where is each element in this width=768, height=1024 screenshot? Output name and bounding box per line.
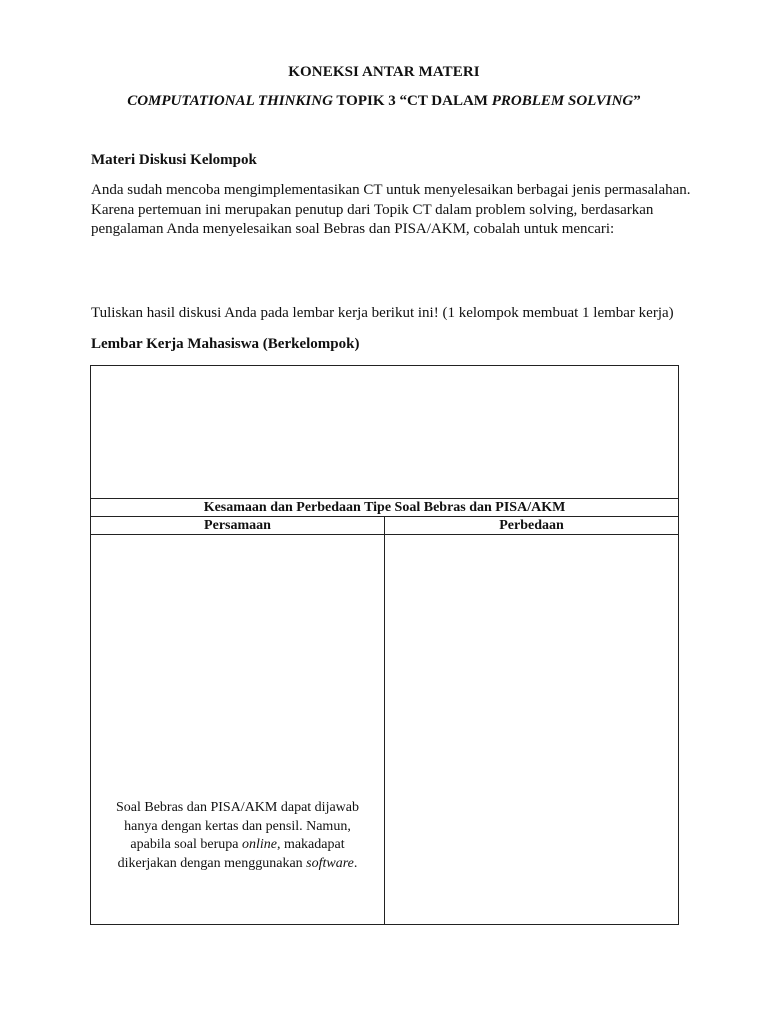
persamaan-cell[interactable]: [91, 535, 385, 925]
worksheet-heading: Lembar Kerja Mahasiswa (Berkelompok): [91, 336, 360, 352]
persamaan-text-italic-software: software: [306, 855, 354, 871]
worksheet-table: [90, 365, 679, 925]
persamaan-text-part3: .: [353, 855, 358, 871]
worksheet-column-row: [91, 517, 679, 535]
worksheet-blank-cell[interactable]: [91, 366, 679, 499]
subtitle-close-quote: ”: [633, 93, 641, 109]
document-title: KONEKSI ANTAR MATERI: [288, 64, 480, 80]
perbedaan-cell[interactable]: [385, 535, 679, 925]
column-header-perbedaan: Perbedaan: [385, 517, 679, 535]
persamaan-text: [91, 799, 384, 924]
column-header-persamaan: Persamaan: [91, 517, 385, 535]
document-subtitle: [0, 93, 768, 110]
persamaan-text-part1: Soal Bebras dan PISA/AKM dapat dijawab hanya dengan kertas dan pensil. Namun, apabila soal berupa: [115, 800, 360, 852]
worksheet-content-row: [91, 535, 679, 925]
subtitle-topic: TOPIK 3 “CT DALAM: [332, 93, 492, 109]
persamaan-text-italic-online: online: [241, 837, 277, 852]
instruction-text: Tuliskan hasil diskusi Anda pada lembar kerja berikut ini! (1 kelompok membuat 1 lembar kerja): [91, 305, 674, 321]
persamaan-text-part2: , makadapat dikerjakan dengan menggunakan: [117, 837, 345, 871]
section-heading: Materi Diskusi Kelompok: [91, 152, 257, 168]
subtitle-italic-ps: PROBLEM SOLVING: [491, 93, 634, 109]
worksheet-header-row: [91, 499, 679, 517]
worksheet-table-header: Kesamaan dan Perbedaan Tipe Soal Bebras dan PISA/AKM: [91, 499, 679, 517]
intro-paragraph: Anda sudah mencoba mengimplementasikan CT untuk menyelesaikan berbagai jenis permasalahan. Karena pertemuan ini merupakan penutup dari Topik CT dalam problem solving, berdasarkan pengalaman Anda menyelesaikan soal Bebras dan PISA/AKM, cobalah untuk mencari:: [91, 182, 691, 237]
worksheet-blank-row: [91, 366, 679, 499]
subtitle-italic-ct: COMPUTATIONAL THINKING: [127, 93, 333, 109]
